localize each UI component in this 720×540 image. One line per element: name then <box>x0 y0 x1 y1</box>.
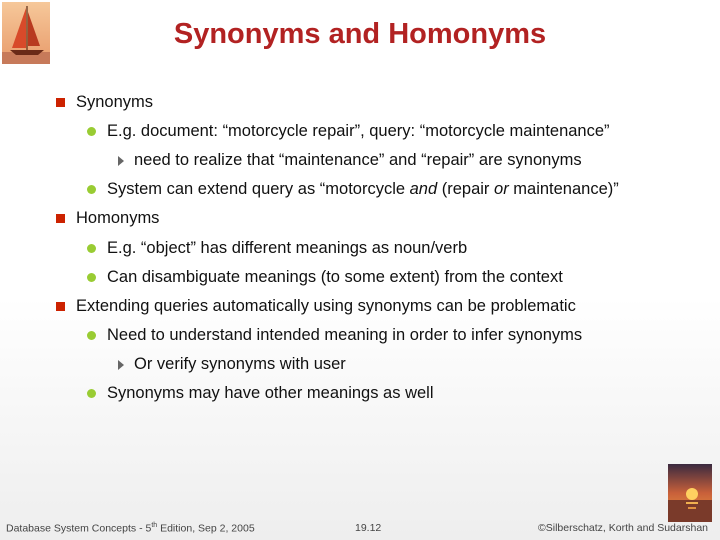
bullet-hom-disamb: Can disambiguate meanings (to some extent) from the context <box>107 268 563 286</box>
bullet-ext-verify: Or verify synonyms with user <box>134 355 346 373</box>
bullet-ext-need: Need to understand intended meaning in order to infer synonyms <box>107 326 583 344</box>
footer-course-b: Edition, Sep 2, 2005 <box>157 522 255 535</box>
syn-extend-part-a: System can extend query as “motorcycle <box>107 180 410 198</box>
bullet-dot-icon <box>87 127 96 136</box>
bullet-square-icon <box>56 98 65 107</box>
bullet-syn-eg: E.g. document: “motorcycle repair”, query: “motorcycle maintenance” <box>107 122 610 140</box>
bullet-ext-other: Synonyms may have other meanings as well <box>107 384 434 402</box>
bullet-syn-need: need to realize that “maintenance” and “repair” are synonyms <box>134 151 582 169</box>
footer-copyright: ©Silberschatz, Korth and Sudarshan <box>538 522 708 534</box>
bullet-homonyms: Homonyms <box>76 209 160 227</box>
bullet-dot-icon <box>87 244 96 253</box>
bullet-square-icon <box>56 214 65 223</box>
bullet-dot-icon <box>87 185 96 194</box>
sunset-icon <box>668 464 712 522</box>
bullet-arrow-icon <box>118 360 124 370</box>
syn-extend-part-b: (repair <box>437 180 495 198</box>
bullet-square-icon <box>56 302 65 311</box>
bullet-syn-extend <box>107 180 619 199</box>
bullet-dot-icon <box>87 331 96 340</box>
bullet-hom-eg: E.g. “object” has different meanings as noun/verb <box>107 239 468 257</box>
syn-extend-part-c: maintenance)” <box>508 180 619 198</box>
footer-course-sup: th <box>151 522 158 529</box>
page-title: Synonyms and Homonyms <box>173 18 547 50</box>
footer-course <box>6 522 255 535</box>
bullet-dot-icon <box>87 389 96 398</box>
syn-extend-or: or <box>494 180 509 198</box>
syn-extend-and: and <box>409 180 438 198</box>
bullet-arrow-icon <box>118 156 124 166</box>
bullet-synonyms: Synonyms <box>76 93 154 111</box>
bullet-dot-icon <box>87 273 96 282</box>
footer-course-a: Database System Concepts - 5 <box>6 522 152 535</box>
bullet-extending: Extending queries automatically using synonyms can be problematic <box>76 297 576 315</box>
slide-number: 19.12 <box>355 522 382 534</box>
